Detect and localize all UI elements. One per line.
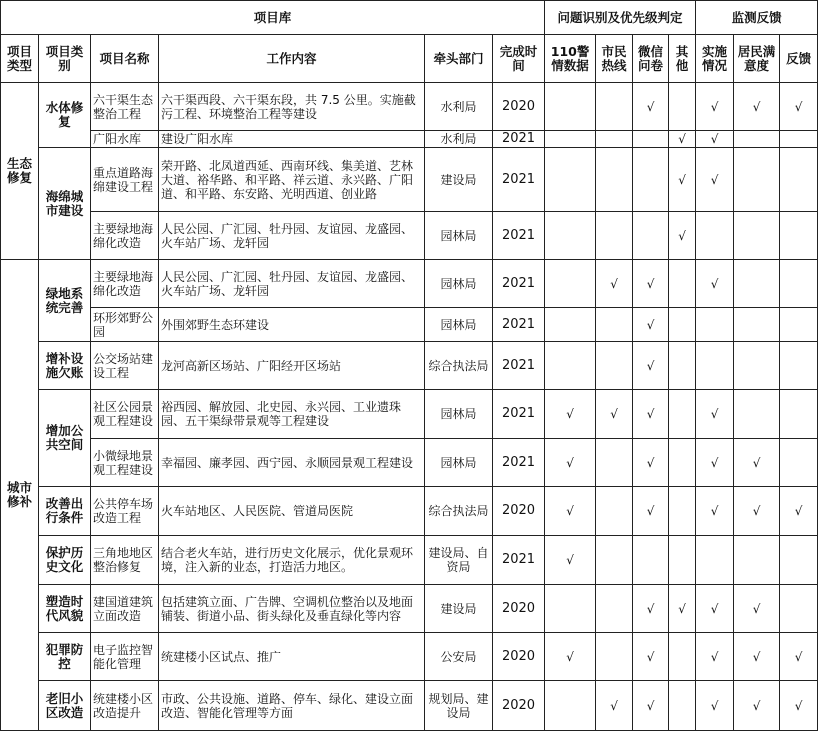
project-category-cell: 增加公共空间	[39, 390, 91, 487]
project-name-cell: 重点道路海绵建设工程	[91, 148, 159, 212]
check-mark-cell	[669, 439, 696, 487]
check-mark-cell	[633, 536, 669, 585]
lead-dept-cell: 园林局	[425, 260, 493, 308]
lead-dept-cell: 园林局	[425, 439, 493, 487]
check-mark-cell	[596, 487, 633, 536]
check-mark-cell	[780, 212, 818, 260]
project-name-cell: 三角地地区整治修复	[91, 536, 159, 585]
check-mark-cell	[596, 131, 633, 148]
project-name-cell: 主要绿地海绵化改造	[91, 260, 159, 308]
check-mark-cell: √	[633, 487, 669, 536]
check-mark-cell	[669, 681, 696, 731]
work-content-cell: 幸福园、廉孝园、西宁园、永顺园景观工程建设	[159, 439, 425, 487]
check-mark-cell	[669, 536, 696, 585]
work-content-cell: 统建楼小区试点、推广	[159, 633, 425, 681]
table-row	[1, 212, 818, 260]
project-category-cell: 老旧小区改造	[39, 681, 91, 731]
col-resident-satisfaction: 居民满意度	[734, 35, 780, 83]
col-lead-dept: 牵头部门	[425, 35, 493, 83]
check-mark-cell	[545, 681, 596, 731]
check-mark-cell: √	[734, 633, 780, 681]
lead-dept-cell: 公安局	[425, 633, 493, 681]
check-mark-cell: √	[669, 585, 696, 633]
table-row	[1, 148, 818, 212]
lead-dept-cell: 综合执法局	[425, 487, 493, 536]
check-mark-cell: √	[633, 83, 669, 131]
col-project-name: 项目名称	[91, 35, 159, 83]
check-mark-cell	[780, 390, 818, 439]
check-mark-cell	[669, 308, 696, 342]
project-name-cell: 主要绿地海绵化改造	[91, 212, 159, 260]
check-mark-cell	[734, 536, 780, 585]
check-mark-cell: √	[734, 439, 780, 487]
col-project-type: 项目类型	[1, 35, 39, 83]
check-mark-cell: √	[545, 439, 596, 487]
check-mark-cell	[669, 487, 696, 536]
check-mark-cell: √	[780, 83, 818, 131]
check-mark-cell	[780, 131, 818, 148]
check-mark-cell: √	[633, 308, 669, 342]
check-mark-cell	[780, 536, 818, 585]
check-mark-cell: √	[545, 633, 596, 681]
completion-year-cell: 2020	[493, 83, 545, 131]
lead-dept-cell: 水利局	[425, 83, 493, 131]
table-row	[1, 439, 818, 487]
work-content-cell: 市政、公共设施、道路、停车、绿化、建设立面改造、智能化管理等方面	[159, 681, 425, 731]
check-mark-cell	[545, 260, 596, 308]
project-name-cell: 公交场站建设工程	[91, 342, 159, 390]
check-mark-cell: √	[696, 131, 734, 148]
col-110-data: 110警情数据	[545, 35, 596, 83]
completion-year-cell: 2021	[493, 308, 545, 342]
col-wechat-survey: 微信问卷	[633, 35, 669, 83]
completion-year-cell: 2021	[493, 212, 545, 260]
table-row	[1, 131, 818, 148]
project-name-cell: 统建楼小区改造提升	[91, 681, 159, 731]
check-mark-cell	[734, 260, 780, 308]
check-mark-cell	[696, 308, 734, 342]
lead-dept-cell: 建设局、自资局	[425, 536, 493, 585]
check-mark-cell: √	[669, 148, 696, 212]
check-mark-cell: √	[696, 487, 734, 536]
table-body	[1, 83, 818, 731]
check-mark-cell: √	[696, 439, 734, 487]
check-mark-cell: √	[633, 681, 669, 731]
col-project-category: 项目类别	[39, 35, 91, 83]
check-mark-cell	[669, 342, 696, 390]
work-content-cell: 龙河高新区场站、广阳经开区场站	[159, 342, 425, 390]
col-work-content: 工作内容	[159, 35, 425, 83]
work-content-cell: 人民公园、广汇园、牡丹园、友谊园、龙盛园、火车站广场、龙轩园	[159, 212, 425, 260]
work-content-cell: 结合老火车站，进行历史文化展示，优化景观环境，注入新的业态，打造活力地区。	[159, 536, 425, 585]
check-mark-cell	[696, 342, 734, 390]
project-category-cell: 绿地系统完善	[39, 260, 91, 342]
check-mark-cell: √	[545, 390, 596, 439]
completion-year-cell: 2021	[493, 342, 545, 390]
check-mark-cell	[780, 585, 818, 633]
work-content-cell: 荣开路、北凤道西延、西南环线、集美道、艺林大道、裕华路、和平路、祥云道、永兴路、广阳道、和平路、东安路、光明西道、创业路	[159, 148, 425, 212]
project-name-cell: 社区公园景观工程建设	[91, 390, 159, 439]
project-category-cell: 水体修复	[39, 83, 91, 148]
check-mark-cell	[780, 439, 818, 487]
check-mark-cell	[596, 439, 633, 487]
project-type-cell: 生态修复	[1, 83, 39, 260]
completion-year-cell: 2021	[493, 390, 545, 439]
lead-dept-cell: 园林局	[425, 308, 493, 342]
lead-dept-cell: 水利局	[425, 131, 493, 148]
check-mark-cell	[633, 131, 669, 148]
col-implementation: 实施情况	[696, 35, 734, 83]
check-mark-cell: √	[633, 260, 669, 308]
check-mark-cell	[780, 260, 818, 308]
project-category-cell: 海绵城市建设	[39, 148, 91, 260]
work-content-cell: 包括建筑立面、广告牌、空调机位整治以及地面铺装、街道小品、街头绿化及垂直绿化等内容	[159, 585, 425, 633]
project-name-cell: 六干渠生态整治工程	[91, 83, 159, 131]
project-category-cell: 塑造时代风貌	[39, 585, 91, 633]
work-content-cell: 裕西园、解放园、北史园、永兴园、工业遗珠园、五干渠绿带景观等工程建设	[159, 390, 425, 439]
check-mark-cell: √	[545, 487, 596, 536]
completion-year-cell: 2021	[493, 148, 545, 212]
check-mark-cell: √	[780, 487, 818, 536]
check-mark-cell	[734, 212, 780, 260]
work-content-cell: 外围郊野生态环建设	[159, 308, 425, 342]
lead-dept-cell: 建设局	[425, 148, 493, 212]
check-mark-cell	[545, 212, 596, 260]
check-mark-cell: √	[633, 585, 669, 633]
lead-dept-cell: 规划局、建设局	[425, 681, 493, 731]
check-mark-cell: √	[633, 633, 669, 681]
check-mark-cell	[545, 342, 596, 390]
check-mark-cell: √	[633, 342, 669, 390]
project-name-cell: 建国道建筑立面改造	[91, 585, 159, 633]
check-mark-cell: √	[696, 83, 734, 131]
check-mark-cell: √	[596, 260, 633, 308]
table-row	[1, 487, 818, 536]
check-mark-cell	[696, 212, 734, 260]
check-mark-cell: √	[734, 487, 780, 536]
check-mark-cell: √	[696, 260, 734, 308]
project-name-cell: 广阳水库	[91, 131, 159, 148]
lead-dept-cell: 园林局	[425, 212, 493, 260]
check-mark-cell: √	[780, 681, 818, 731]
project-name-cell: 公共停车场改造工程	[91, 487, 159, 536]
table-row	[1, 342, 818, 390]
check-mark-cell: √	[696, 633, 734, 681]
check-mark-cell: √	[780, 633, 818, 681]
project-name-cell: 环形郊野公园	[91, 308, 159, 342]
check-mark-cell	[596, 585, 633, 633]
check-mark-cell	[669, 633, 696, 681]
check-mark-cell: √	[633, 390, 669, 439]
check-mark-cell	[734, 390, 780, 439]
col-completion-time: 完成时间	[493, 35, 545, 83]
check-mark-cell	[545, 148, 596, 212]
monitoring-feedback-header: 监测反馈	[696, 1, 818, 35]
completion-year-cell: 2020	[493, 585, 545, 633]
work-content-cell: 人民公园、广汇园、牡丹园、友谊园、龙盛园、火车站广场、龙轩园	[159, 260, 425, 308]
check-mark-cell	[596, 342, 633, 390]
table-row	[1, 681, 818, 731]
check-mark-cell	[780, 148, 818, 212]
check-mark-cell	[545, 308, 596, 342]
check-mark-cell	[669, 390, 696, 439]
check-mark-cell	[734, 342, 780, 390]
check-mark-cell	[780, 342, 818, 390]
table-row	[1, 260, 818, 308]
check-mark-cell	[780, 308, 818, 342]
table-row	[1, 308, 818, 342]
check-mark-cell: √	[545, 536, 596, 585]
table-row	[1, 83, 818, 131]
problem-identification-header: 问题识别及优先级判定	[545, 1, 696, 35]
project-name-cell: 电子监控智能化管理	[91, 633, 159, 681]
check-mark-cell: √	[734, 585, 780, 633]
check-mark-cell	[545, 131, 596, 148]
check-mark-cell: √	[669, 131, 696, 148]
check-mark-cell	[669, 260, 696, 308]
check-mark-cell	[596, 148, 633, 212]
check-mark-cell	[596, 308, 633, 342]
check-mark-cell: √	[696, 585, 734, 633]
check-mark-cell	[633, 148, 669, 212]
lead-dept-cell: 综合执法局	[425, 342, 493, 390]
project-category-cell: 保护历史文化	[39, 536, 91, 585]
check-mark-cell	[696, 536, 734, 585]
lead-dept-cell: 建设局	[425, 585, 493, 633]
check-mark-cell: √	[596, 390, 633, 439]
check-mark-cell	[734, 308, 780, 342]
table-row	[1, 390, 818, 439]
table-row	[1, 585, 818, 633]
completion-year-cell: 2020	[493, 681, 545, 731]
check-mark-cell: √	[696, 681, 734, 731]
check-mark-cell	[545, 83, 596, 131]
check-mark-cell: √	[734, 83, 780, 131]
completion-year-cell: 2021	[493, 536, 545, 585]
check-mark-cell	[669, 83, 696, 131]
project-library-header: 项目库	[1, 1, 545, 35]
table-row	[1, 633, 818, 681]
project-name-cell: 小微绿地景观工程建设	[91, 439, 159, 487]
check-mark-cell: √	[696, 390, 734, 439]
check-mark-cell	[596, 633, 633, 681]
completion-year-cell: 2020	[493, 633, 545, 681]
check-mark-cell	[633, 212, 669, 260]
work-content-cell: 六干渠西段、六干渠东段，共 7.5 公里。实施截污工程、环境整治工程等建设	[159, 83, 425, 131]
col-citizen-hotline: 市民热线	[596, 35, 633, 83]
col-feedback: 反馈	[780, 35, 818, 83]
col-other: 其他	[669, 35, 696, 83]
table-row	[1, 536, 818, 585]
check-mark-cell	[596, 83, 633, 131]
check-mark-cell	[545, 585, 596, 633]
completion-year-cell: 2021	[493, 131, 545, 148]
completion-year-cell: 2020	[493, 487, 545, 536]
work-content-cell: 火车站地区、人民医院、管道局医院	[159, 487, 425, 536]
project-type-cell: 城市修补	[1, 260, 39, 731]
work-content-cell: 建设广阳水库	[159, 131, 425, 148]
project-category-cell: 增补设施欠账	[39, 342, 91, 390]
check-mark-cell: √	[669, 212, 696, 260]
check-mark-cell: √	[696, 148, 734, 212]
completion-year-cell: 2021	[493, 260, 545, 308]
check-mark-cell	[596, 536, 633, 585]
project-category-cell: 犯罪防控	[39, 633, 91, 681]
project-category-cell: 改善出行条件	[39, 487, 91, 536]
check-mark-cell	[596, 212, 633, 260]
completion-year-cell: 2021	[493, 439, 545, 487]
check-mark-cell	[734, 131, 780, 148]
check-mark-cell: √	[596, 681, 633, 731]
check-mark-cell: √	[734, 681, 780, 731]
lead-dept-cell: 园林局	[425, 390, 493, 439]
check-mark-cell: √	[633, 439, 669, 487]
check-mark-cell	[734, 148, 780, 212]
